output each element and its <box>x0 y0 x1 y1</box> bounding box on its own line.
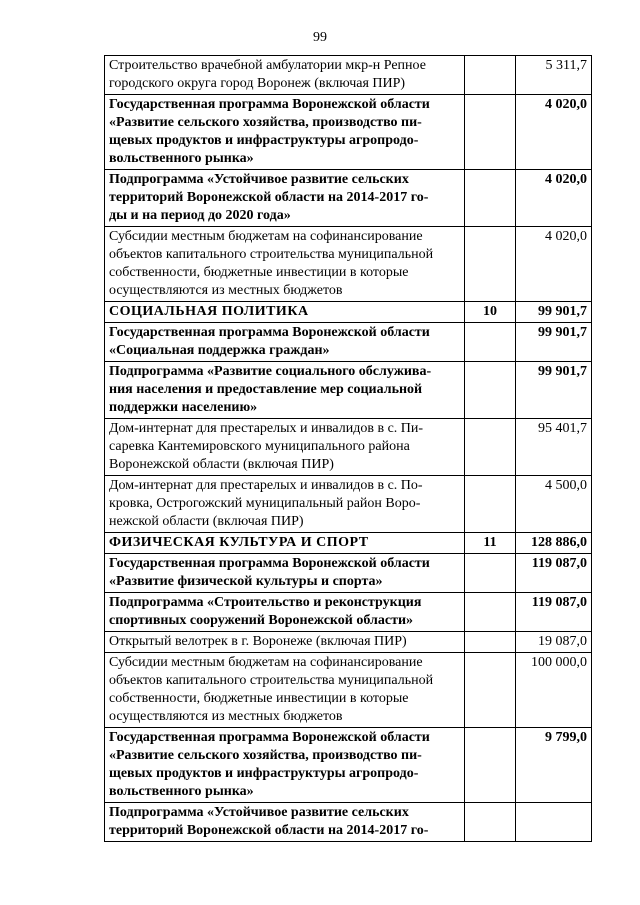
row-code <box>465 632 516 653</box>
row-name: Подпрограмма «Устойчивое развитие сельских территорий Воронежской области на 2014-2017 го- ды и на период до 2020 года» <box>109 172 429 223</box>
row-amount: 99 901,7 <box>516 323 592 362</box>
row-code <box>465 554 516 593</box>
row-name-cell <box>105 95 465 170</box>
row-name: Подпрограмма «Строительство и реконструкция спортивных сооружений Воронежской области» <box>109 595 422 628</box>
table-row <box>105 95 592 170</box>
row-amount: 4 020,0 <box>516 227 592 302</box>
table-row <box>105 632 592 653</box>
row-amount: 100 000,0 <box>516 653 592 728</box>
row-name: Дом-интернат для престарелых и инвалидов в с. Пи- саревка Кантемировского муниципального района Воронежской области (включая ПИР) <box>109 421 424 472</box>
row-amount: 95 401,7 <box>516 419 592 476</box>
row-code <box>465 362 516 419</box>
row-code <box>465 653 516 728</box>
table-row <box>105 593 592 632</box>
row-amount: 119 087,0 <box>516 554 592 593</box>
row-amount: 119 087,0 <box>516 593 592 632</box>
row-code <box>465 170 516 227</box>
page-number: 99 <box>313 30 327 45</box>
row-code <box>465 227 516 302</box>
row-name: Открытый велотрек в г. Воронеже (включая ПИР) <box>109 634 407 649</box>
row-name-cell <box>105 593 465 632</box>
row-name: Строительство врачебной амбулатории мкр-н Репное городского округа город Воронеж (включая ПИР) <box>109 58 426 91</box>
row-name-cell <box>105 56 465 95</box>
row-code <box>465 728 516 803</box>
section-row <box>105 533 592 554</box>
row-code <box>465 419 516 476</box>
table-row <box>105 653 592 728</box>
row-name-cell <box>105 362 465 419</box>
table-row <box>105 170 592 227</box>
row-name: Подпрограмма «Развитие социального обслужива- ния населения и предоставление мер социальной поддержки населению» <box>109 364 432 415</box>
row-name-cell <box>105 170 465 227</box>
row-amount: 99 901,7 <box>516 362 592 419</box>
row-code <box>465 803 516 842</box>
budget-table-body <box>105 56 592 842</box>
row-name: Государственная программа Воронежской области «Развитие физической культуры и спорта» <box>109 556 430 589</box>
row-name: Дом-интернат для престарелых и инвалидов в с. По- кровка, Острогожский муниципальный район Воро- нежской области (включая ПИР) <box>109 478 423 529</box>
table-row <box>105 476 592 533</box>
table-row <box>105 728 592 803</box>
row-name: Государственная программа Воронежской области «Социальная поддержка граждан» <box>109 325 430 358</box>
row-name: Субсидии местным бюджетам на софинансирование объектов капитального строительства муниципальной собственности, бюджетные инвестиции в которые осуществляются из местных бюджетов <box>109 655 434 724</box>
table-row <box>105 419 592 476</box>
budget-table <box>104 55 592 842</box>
table-row <box>105 227 592 302</box>
row-name: Государственная программа Воронежской области «Развитие сельского хозяйства, производство пи- щевых продуктов и инфраструктуры агропродо- вольственного рынка» <box>109 730 430 799</box>
row-amount: 4 020,0 <box>516 95 592 170</box>
row-code: 11 <box>465 533 516 554</box>
row-name-cell <box>105 632 465 653</box>
row-name: СОЦИАЛЬНАЯ ПОЛИТИКА <box>109 304 309 319</box>
row-amount: 4 020,0 <box>516 170 592 227</box>
row-name-cell <box>105 227 465 302</box>
row-amount: 128 886,0 <box>516 533 592 554</box>
row-code <box>465 323 516 362</box>
row-code <box>465 593 516 632</box>
row-code <box>465 476 516 533</box>
table-row <box>105 362 592 419</box>
row-amount: 99 901,7 <box>516 302 592 323</box>
row-amount: 5 311,7 <box>516 56 592 95</box>
row-name-cell <box>105 803 465 842</box>
row-name: Государственная программа Воронежской области «Развитие сельского хозяйства, производство пи- щевых продуктов и инфраструктуры агропродо- вольственного рынка» <box>109 97 430 166</box>
row-name: Субсидии местным бюджетам на софинансирование объектов капитального строительства муниципальной собственности, бюджетные инвестиции в которые осуществляются из местных бюджетов <box>109 229 434 298</box>
row-name-cell <box>105 302 465 323</box>
row-name-cell <box>105 554 465 593</box>
row-amount <box>516 803 592 842</box>
row-name: ФИЗИЧЕСКАЯ КУЛЬТУРА И СПОРТ <box>109 535 369 550</box>
row-name-cell <box>105 323 465 362</box>
row-name-cell <box>105 533 465 554</box>
row-name-cell <box>105 419 465 476</box>
row-name-cell <box>105 476 465 533</box>
row-code: 10 <box>465 302 516 323</box>
row-code <box>465 95 516 170</box>
row-name-cell <box>105 653 465 728</box>
row-name: Подпрограмма «Устойчивое развитие сельских территорий Воронежской области на 2014-2017 го- <box>109 805 429 838</box>
row-amount: 4 500,0 <box>516 476 592 533</box>
row-amount: 19 087,0 <box>516 632 592 653</box>
table-row <box>105 554 592 593</box>
row-code <box>465 56 516 95</box>
row-amount: 9 799,0 <box>516 728 592 803</box>
row-name-cell <box>105 728 465 803</box>
table-row <box>105 323 592 362</box>
table-row <box>105 803 592 842</box>
section-row <box>105 302 592 323</box>
table-row <box>105 56 592 95</box>
